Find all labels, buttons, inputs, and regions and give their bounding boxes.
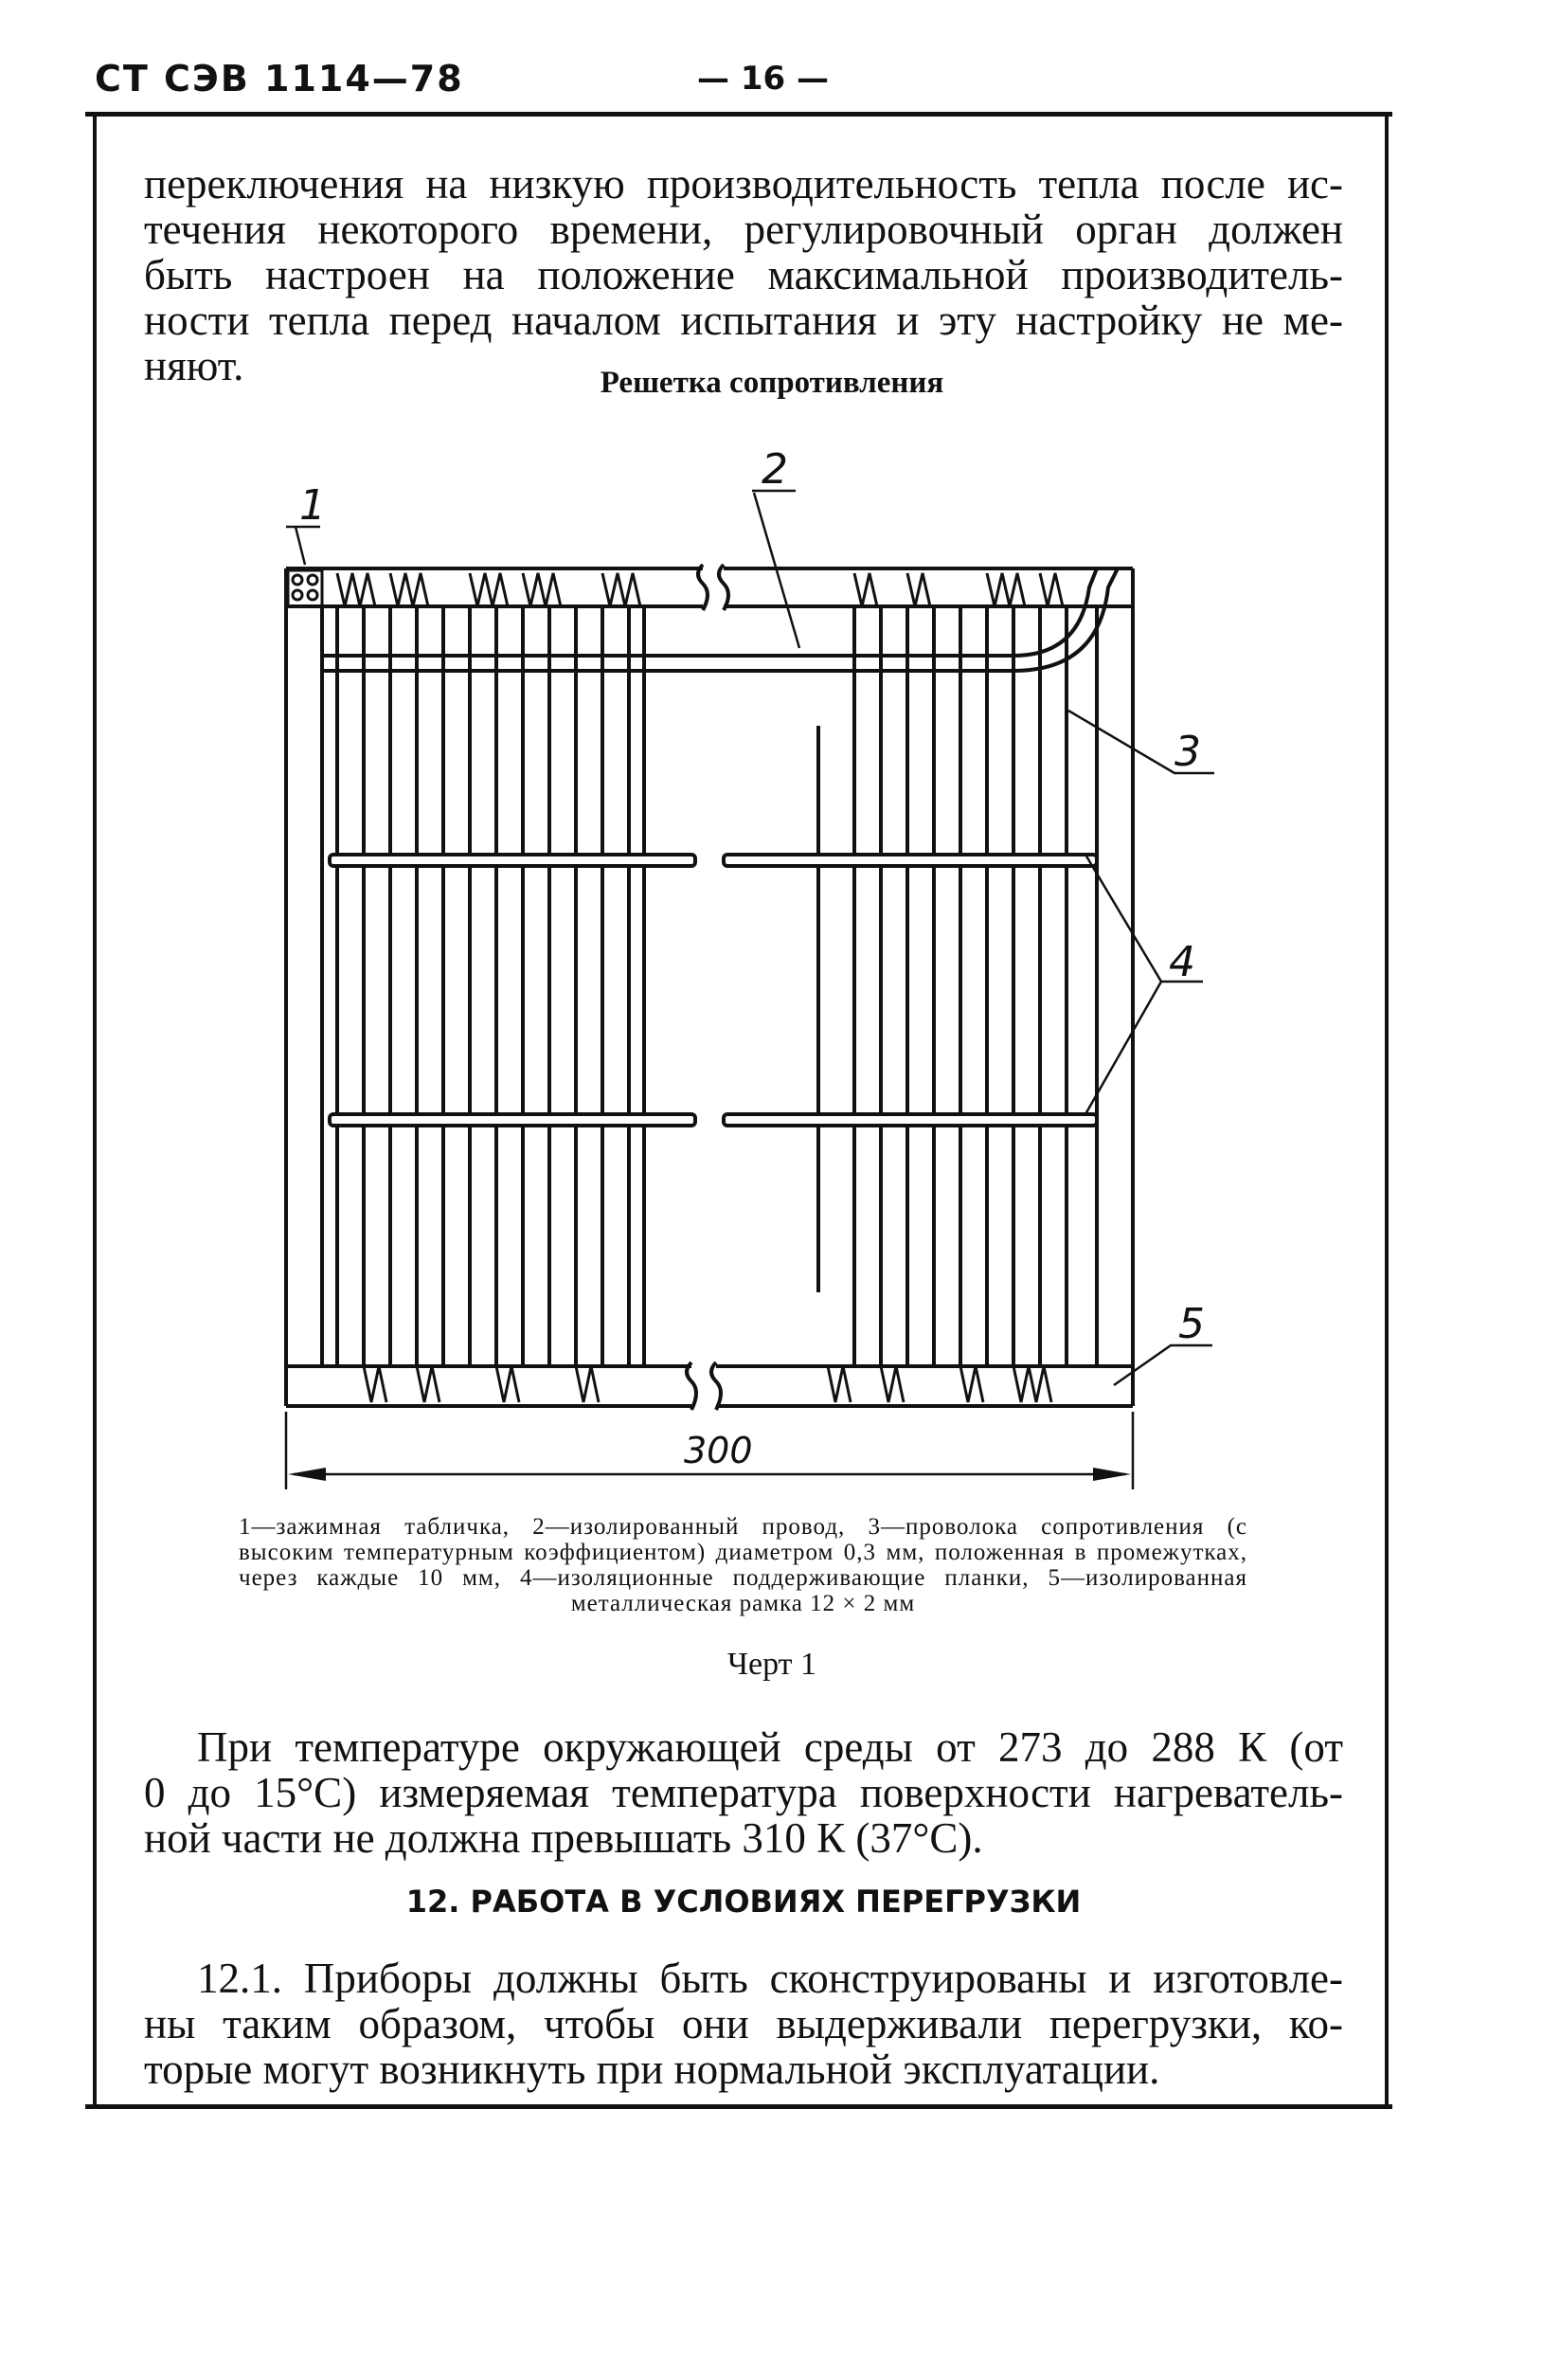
text-line: переключения на низкую производительность тепла после ис- [144, 160, 1343, 207]
text-line: торые могут возникнуть при нормальной эксплуатации. [144, 2046, 1160, 2093]
text-line: 0 до 15°С) измеряемая температура поверхности нагреватель- [144, 1769, 1343, 1816]
text-line: ны таким образом, чтобы они выдерживали перегрузки, ко- [144, 2000, 1343, 2047]
figure-caption: 1—зажимная табличка, 2—изолированный провод, 3—проволока сопротивления (с высоким температурным коэффициентом) диаметром 0,3 мм, положенная в промежутках, через каждые 10 мм, 4—изоляционные поддерживающие планки, 5—изолированная металлическая рамка 12 × 2 мм [239, 1514, 1247, 1616]
section-paragraph [144, 1956, 1343, 2092]
label-2: 2 [762, 445, 788, 494]
text-line: ной части не должна превышать 310 К (37°С). [144, 1814, 983, 1862]
text-line: быть настроен на положение максимальной производитель- [144, 251, 1343, 298]
label-4: 4 [1169, 938, 1195, 986]
temperature-paragraph [144, 1724, 1343, 1861]
label-3: 3 [1174, 728, 1201, 776]
text-line: течения некоторого времени, регулировочный орган должен [144, 206, 1343, 253]
text-line: ности тепла перед началом испытания и эту настройку не ме- [144, 297, 1343, 344]
text-line: При температуре окружающей среды от 273 до 288 К (от [197, 1723, 1343, 1771]
label-5: 5 [1178, 1300, 1205, 1348]
terminal-block [288, 570, 322, 606]
text-line: 12.1. Приборы должны быть сконструированы и изготовле- [197, 1955, 1343, 2002]
page-number: — 16 — [697, 60, 829, 98]
figure-number: Черт 1 [726, 1647, 817, 1682]
section-heading: 12. РАБОТА В УСЛОВИЯХ ПЕРЕГРУЗКИ [405, 1884, 1082, 1920]
standard-code: СТ СЭВ 1114—78 [95, 58, 464, 99]
label-1: 1 [299, 481, 326, 530]
dimension-300: 300 [684, 1430, 753, 1471]
figure-title: Решетка сопротивления [600, 366, 944, 400]
text-line: няют. [144, 342, 244, 389]
